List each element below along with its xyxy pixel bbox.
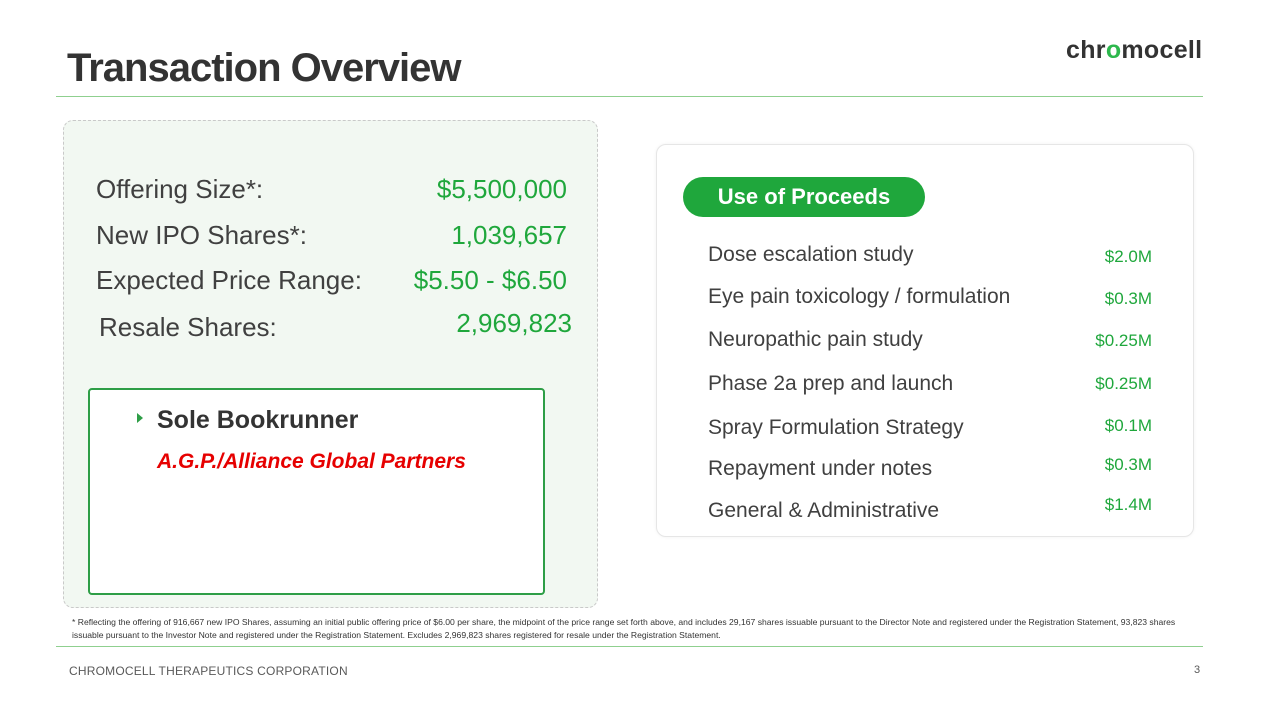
page-number: 3	[1194, 664, 1201, 676]
proceeds-item-label: General & Administrative	[708, 499, 940, 522]
price-range-label: Expected Price Range:	[96, 265, 362, 295]
bullet-triangle-icon	[137, 413, 143, 423]
resale-shares-value: 2,969,823	[456, 308, 572, 338]
company-logo	[1066, 36, 1202, 65]
proceeds-item-label: Eye pain toxicology / formulation	[708, 285, 1011, 308]
offering-size-label: Offering Size*:	[96, 174, 264, 204]
proceeds-item-label: Repayment under notes	[708, 457, 933, 480]
new-ipo-shares-value: 1,039,657	[451, 220, 567, 250]
footnote: * Reflecting the offering of 916,667 new IPO Shares, assuming an initial public offering price of $6.00 per share, the midpoint of the price range set forth above, and includes 29,167 shares issuable pursuant to the Director Note and registered under the Registration Statement, 93,823 shares issuable pursuant to the Investor Note and registered under the Registration Statement. Excludes 2,969,823 shares registered for resale under the Registration Statement.	[72, 617, 1176, 640]
proceeds-item-amount: $1.4M	[1104, 495, 1152, 514]
header-divider	[56, 96, 1203, 97]
proceeds-item-label: Phase 2a prep and launch	[708, 372, 954, 395]
proceeds-item-amount: $0.25M	[1095, 374, 1152, 393]
proceeds-item-amount: $0.25M	[1095, 331, 1152, 350]
resale-shares-label: Resale Shares:	[99, 312, 277, 342]
logo-text-o: o	[1105, 36, 1122, 64]
proceeds-item-label: Spray Formulation Strategy	[708, 416, 964, 439]
proceeds-item-amount: $0.1M	[1104, 416, 1152, 435]
proceeds-item-label: Dose escalation study	[708, 243, 914, 266]
offering-size-value: $5,500,000	[436, 174, 567, 204]
new-ipo-shares-label: New IPO Shares*:	[96, 220, 307, 250]
page-title: Transaction Overview	[67, 46, 461, 90]
proceeds-item-label: Neuropathic pain study	[708, 328, 923, 351]
bookrunner-name: A.G.P./Alliance Global Partners	[157, 450, 466, 473]
logo-text-start: chr	[1066, 36, 1106, 64]
price-range-value: $5.50 - $6.50	[413, 265, 567, 295]
bookrunner-heading: Sole Bookrunner	[157, 406, 359, 434]
proceeds-item-amount: $0.3M	[1104, 455, 1152, 474]
company-name: CHROMOCELL THERAPEUTICS CORPORATION	[69, 664, 348, 678]
proceeds-item-amount: $0.3M	[1104, 289, 1152, 308]
proceeds-item-amount: $2.0M	[1104, 247, 1152, 266]
footer-divider	[56, 646, 1203, 647]
logo-text-end: mocell	[1121, 36, 1203, 64]
use-of-proceeds-heading: Use of Proceeds	[683, 177, 925, 217]
